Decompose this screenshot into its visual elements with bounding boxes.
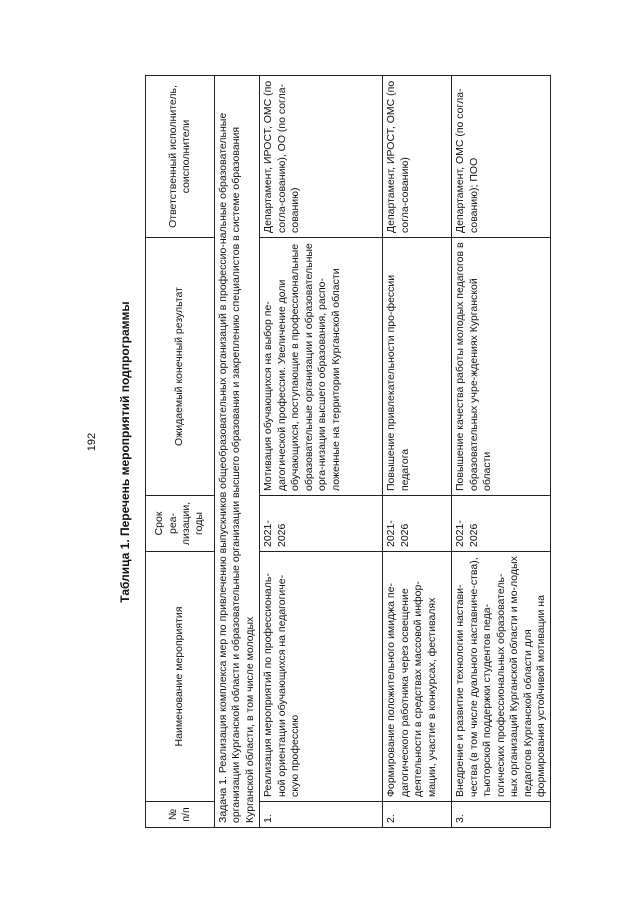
measures-table <box>145 75 551 828</box>
row-responsible: Департамент, ИРОСТ, ОМС (по согла-сованию), ОО (по согла-сованию) <box>260 76 383 238</box>
row-term: 2021-2026 <box>260 496 383 552</box>
header-responsible: Ответственный исполнитель, соисполнители <box>146 76 215 238</box>
row-result: Повышение привлекательности про-фессии педагога <box>383 238 452 496</box>
task-row <box>215 76 260 828</box>
table-title: Таблица 1. Перечень мероприятий подпрограммы <box>118 301 132 603</box>
row-result: Повышение качества работы молодых педагогов в образовательных учре-ждениях Курганской области <box>452 238 551 496</box>
row-name: Реализация мероприятий по профессиональ-ной ориентации обучающихся на педагогиче-скую профессию <box>260 552 383 802</box>
rotated-table-block <box>115 76 635 828</box>
table-row <box>452 76 551 828</box>
header-name: Наименование мероприятия <box>146 552 215 802</box>
page-number: 192 <box>86 432 98 452</box>
table-row <box>260 76 383 828</box>
row-term: 2021-2026 <box>452 496 551 552</box>
row-num: 1. <box>260 802 383 828</box>
row-name: Внедрение и развитие технологии настави-чества (в том числе дуального наставниче-ства), тьюторской поддержки студентов педа-гогических профессиональных образователь-ных организаций Курганской области и мо-лодых педагогов Курганской области для формирования устойчивой мотивации на <box>452 552 551 802</box>
header-term: Срок реа-лизации, годы <box>146 496 215 552</box>
row-num: 2. <box>383 802 452 828</box>
table-row <box>383 76 452 828</box>
header-result: Ожидаемый конечный результат <box>146 238 215 496</box>
row-term: 2021-2026 <box>383 496 452 552</box>
row-responsible: Департамент, ИРОСТ, ОМС (по согла-сованию) <box>383 76 452 238</box>
header-num: № п/п <box>146 802 215 828</box>
row-result: Мотивация обучающихся на выбор пе-дагогической профессии. Увеличение доли обучающихся, поступающие в профессиональные образовательные организации и образовательные орга-низации высшего образования, распо-ложенные на территории Курганской области <box>260 238 383 496</box>
task-description: Задача 1. Реализация комплекса мер по привлечению выпускников общеобразовательных организаций в профессио-нальные образовательные организации Курганской области и образовательные организации высшего образования и закреплению специалистов в системе образования Курганской области, в том числе молодых <box>215 76 260 828</box>
table-header-row <box>146 76 215 828</box>
row-name: Формирование положительного имиджа пе-дагогического работника через освещение деятельности в средствах массовой инфор-мации, участие в конкурсах, фестивалях <box>383 552 452 802</box>
row-responsible: Департамент, ОМС (по согла-сованию); ПОО <box>452 76 551 238</box>
row-num: 3. <box>452 802 551 828</box>
